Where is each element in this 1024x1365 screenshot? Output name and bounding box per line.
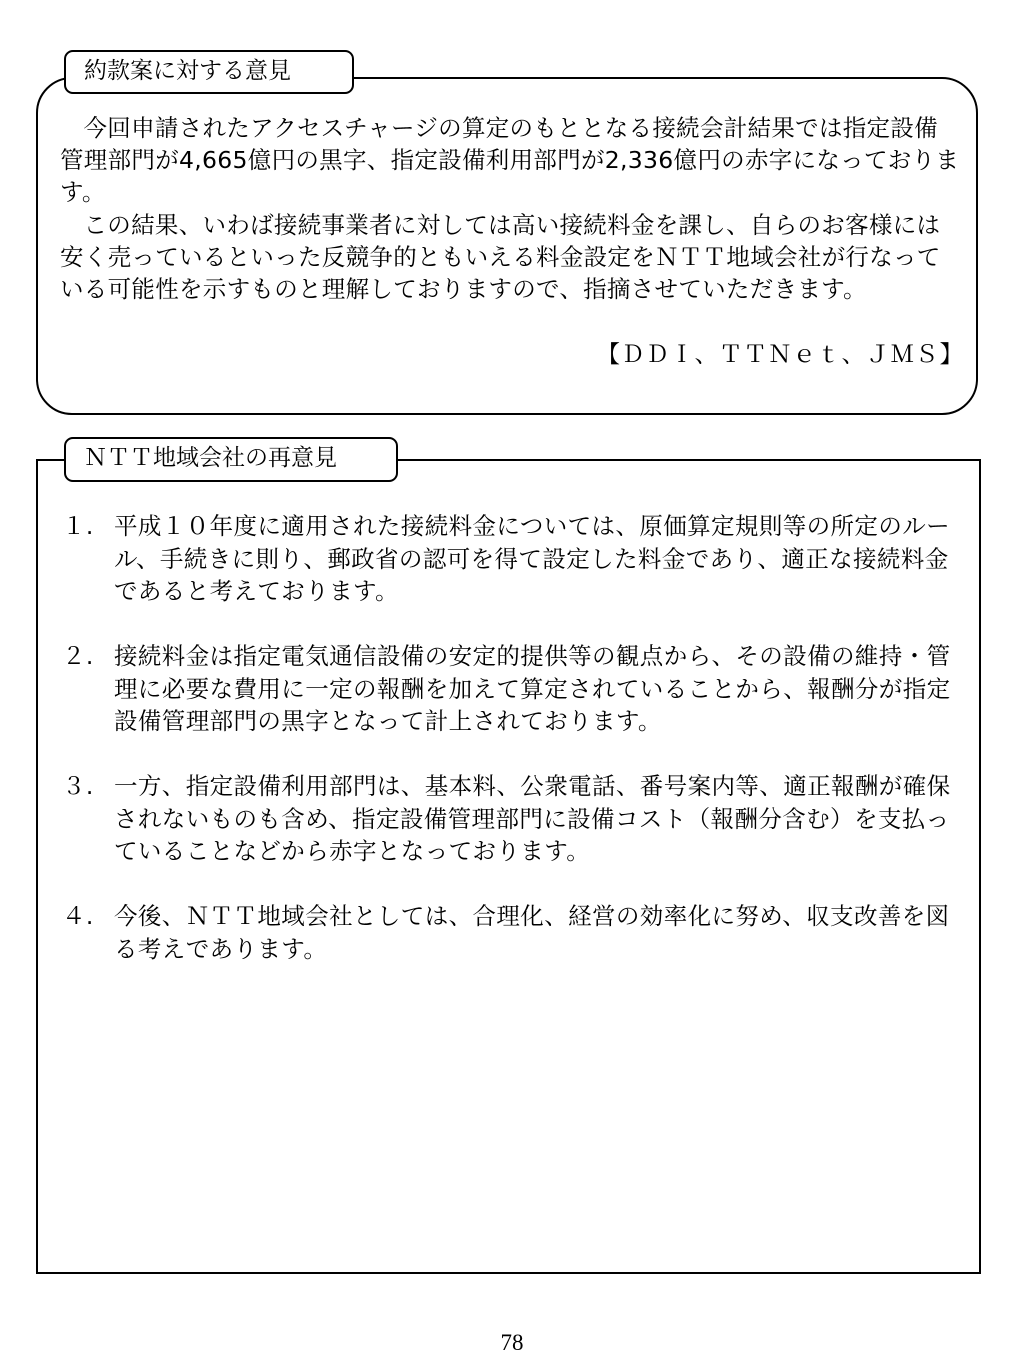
opinion-paragraph: この結果、いわば接続事業者に対しては高い接続料金を課し、自らのお客様には安く売っているといった反競争的ともいえる料金設定をＮＴＴ地域会社が行なっている可能性を示すものと理解しておりますので、指摘させていただきます。 xyxy=(60,210,941,304)
page-number: 78 xyxy=(500,1330,524,1355)
opinion-source: 【ＤＤＩ、ＴＴＮｅｔ、ＪＭＳ】 xyxy=(596,340,964,368)
opinion-body xyxy=(60,112,960,305)
list-item xyxy=(62,640,967,738)
item-text: 今後、ＮＴＴ地域会社としては、合理化、経営の効率化に努め、収支改善を図る考えであります。 xyxy=(114,902,950,963)
reply-title: ＮＴＴ地域会社の再意見 xyxy=(64,437,398,482)
opinion-paragraph: 今回申請されたアクセスチャージの算定のもととなる接続会計結果では指定設備管理部門が4,665億円の黒字、指定設備利用部門が2,336億円の赤字になっております。 xyxy=(60,114,960,207)
list-item xyxy=(62,900,967,965)
reply-list xyxy=(62,510,967,998)
item-number: ３. xyxy=(62,772,94,800)
item-number: ２. xyxy=(62,642,94,670)
list-item xyxy=(62,510,967,608)
item-text: 平成１０年度に適用された接続料金については、原価算定規則等の所定のルール、手続きに則り、郵政省の認可を得て設定した料金であり、適正な接続料金であると考えております。 xyxy=(114,512,951,605)
item-number: １. xyxy=(62,512,94,540)
opinion-title: 約款案に対する意見 xyxy=(64,50,354,94)
item-number: ４. xyxy=(62,902,94,930)
item-text: 接続料金は指定電気通信設備の安定的提供等の観点から、その設備の維持・管理に必要な費用に一定の報酬を加えて算定されていることから、報酬分が指定設備管理部門の黒字となって計上されております。 xyxy=(114,642,951,735)
list-item xyxy=(62,770,967,868)
item-text: 一方、指定設備利用部門は、基本料、公衆電話、番号案内等、適正報酬が確保されないものも含め、指定設備管理部門に設備コスト（報酬分含む）を支払っていることなどから赤字となっております。 xyxy=(114,772,951,865)
